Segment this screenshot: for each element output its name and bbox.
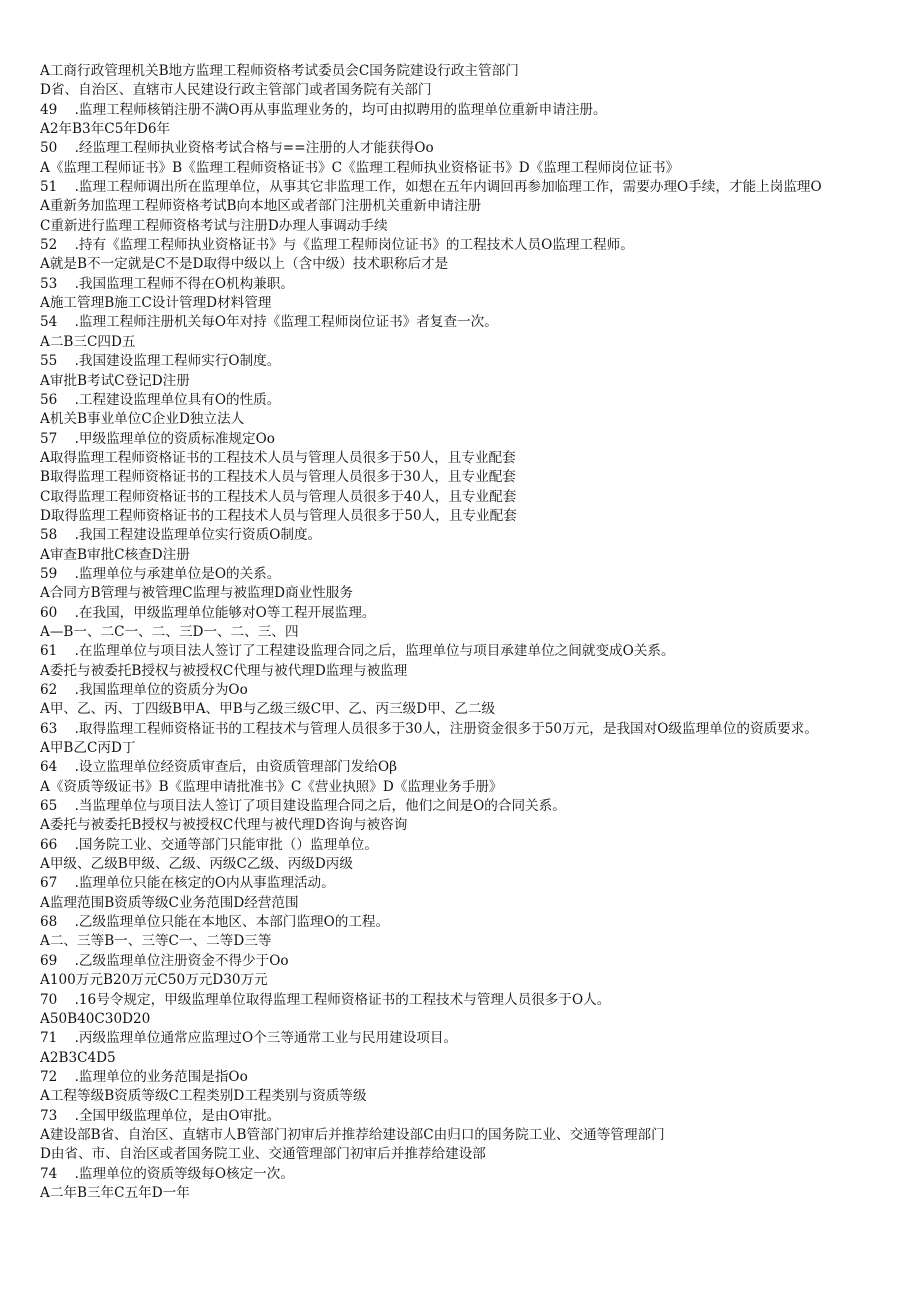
- text-line: 73 .全国甲级监理单位，是由O审批。: [40, 1107, 281, 1124]
- text-line: A机关B事业单位C企业D独立法人: [40, 411, 245, 428]
- text-line: A审查B审批C核查D注册: [40, 546, 190, 563]
- text-line: 62 .我国监理单位的资质分为Oo: [40, 682, 248, 698]
- text-line: 68 .乙级监理单位只能在本地区、本部门监理O的工程。: [40, 914, 390, 931]
- text-line: A100万元B20万元C50万元D30万元: [40, 972, 268, 989]
- text-line: A工商行政管理机关B地方监理工程师资格考试委员会C国务院建设行政主管部门: [40, 63, 519, 79]
- text-line: C重新进行监理工程师资格考试与注册D办理人事调动手续: [40, 217, 388, 234]
- text-line: 50 .经监理工程师执业资格考试合格与==注册的人才能获得Oo: [40, 140, 434, 157]
- text-line: A监理范围B资质等级C业务范围D经营范围: [40, 894, 299, 911]
- text-line: 70 .16号令规定，甲级监理单位取得监理工程师资格证书的工程技术与管理人员很多于O人。: [40, 991, 611, 1008]
- text-line: A二年B三年C五年D一年: [40, 1184, 190, 1201]
- text-line: D由省、市、自治区或者国务院工业、交通管理部门初审后并推荐给建设部: [40, 1146, 486, 1163]
- text-line: A重新务加监理工程师资格考试B向本地区或者部门注册机关重新申请注册: [40, 198, 482, 215]
- text-line: 74 .监理单位的资质等级每O核定一次。: [40, 1165, 294, 1182]
- text-line: D省、自治区、直辖市人民建设行政主管部门或者国务院有关部门: [40, 82, 432, 99]
- text-line: 59 .监理单位与承建单位是O的关系。: [40, 565, 281, 582]
- text-line: 64 .设立监理单位经资质审查后，由资质管理部门发给Oβ: [40, 759, 397, 776]
- text-line: 55 .我国建设监理工程师实行O制度。: [40, 353, 281, 370]
- text-line: 49 .监理工程师核销注册不满O再从事监理业务的，均可由拟聘用的监理单位重新申请注册。: [40, 101, 607, 118]
- text-line: B取得监理工程师资格证书的工程技术人员与管理人员很多于30人，且专业配套: [40, 469, 516, 486]
- text-line: A委托与被委托B授权与被授权C代理与被代理D监理与被监理: [40, 662, 408, 679]
- text-line: 57 .甲级监理单位的资质标准规定Oo: [40, 430, 275, 447]
- text-line: A二B三C四D五: [40, 333, 136, 350]
- text-line: A甲、乙、丙、丁四级B甲A、甲B与乙级三级C甲、乙、丙三级D甲、乙二级: [40, 701, 496, 718]
- text-line: A《资质等级证书》B《监理申请批准书》C《营业执照》D《监理业务手册》: [40, 778, 503, 795]
- text-line: 69 .乙级监理单位注册资金不得少于Oo: [40, 952, 289, 969]
- text-line: 61 .在监理单位与项目法人签订了工程建设监理合同之后，监理单位与项目承建单位之间就变成O关系。: [40, 643, 675, 660]
- text-line: A50B40C30D20: [40, 1010, 151, 1027]
- text-line: 63 .取得监理工程师资格证书的工程技术与管理人员很多于30人，注册资金很多于50万元，是我国对O级监理单位的资质要求。: [40, 720, 818, 737]
- text-line: A甲级、乙级B甲级、乙级、丙级C乙级、丙级D丙级: [40, 856, 353, 873]
- text-line: 54 .监理工程师注册机关每O年对持《监理工程师岗位证书》者复查一次。: [40, 314, 498, 331]
- text-line: A合同方B管理与被管理C监理与被监理D商业性服务: [40, 585, 353, 602]
- text-line: 51 .监理工程师调出所在监理单位，从事其它非监理工作，如想在五年内调回再参加临理工作，需要办理O手续，才能上岗监理O: [40, 179, 822, 196]
- text-line: A《监理工程师证书》B《监理工程师资格证书》C《监理工程师执业资格证书》D《监理工程师岗位证书》: [40, 159, 680, 176]
- text-line: A—B一、二C一、二、三D一、二、三、四: [40, 623, 299, 640]
- text-line: 67 .监理单位只能在核定的O内从事监理活动。: [40, 875, 335, 892]
- text-line: 58 .我国工程建设监理单位实行资质O制度。: [40, 527, 322, 544]
- text-line: A建设部B省、自治区、直辖市人B管部门初审后并推荐给建设部C由归口的国务院工业、交通等管理部门: [40, 1126, 665, 1143]
- text-line: A工程等级B资质等级C工程类别D工程类别与资质等级: [40, 1088, 367, 1105]
- text-line: 53 .我国监理工程师不得在O机构兼职。: [40, 275, 294, 292]
- text-line: A2年B3年C5年D6年: [40, 121, 171, 138]
- text-line: D取得监理工程师资格证书的工程技术人员与管理人员很多于50人，且专业配套: [40, 507, 517, 524]
- text-line: 56 .工程建设监理单位具有O的性质。: [40, 391, 281, 408]
- text-line: 60 .在我国，甲级监理单位能够对O等工程开展监理。: [40, 604, 376, 621]
- text-line: A取得监理工程师资格证书的工程技术人员与管理人员很多于50人，且专业配套: [40, 449, 516, 466]
- text-line: A施工管理B施工C设计管理D材料管理: [40, 295, 272, 312]
- text-line: A委托与被委托B授权与被授权C代理与被代理D咨询与被咨询: [40, 817, 408, 834]
- text-line: 72 .监理单位的业务范围是指Oo: [40, 1068, 248, 1085]
- text-line: 66 .国务院工业、交通等部门只能审批（）监理单位。: [40, 836, 378, 853]
- text-line: A审批B考试C登记D注册: [40, 372, 190, 389]
- text-line: A二、三等B一、三等C一、二等D三等: [40, 933, 272, 950]
- text-line: A甲B乙C丙D丁: [40, 740, 136, 757]
- text-line: 71 .丙级监理单位通常应监理过O个三等通常工业与民用建设项目。: [40, 1030, 458, 1047]
- text-line: 52 .持有《监理工程师执业资格证书》与《监理工程师岗位证书》的工程技术人员O监理工程师。: [40, 237, 634, 254]
- text-line: A就是B不一定就是C不是D取得中级以上（含中级）技术职称后才是: [40, 256, 449, 273]
- text-line: C取得监理工程师资格证书的工程技术人员与管理人员很多于40人，且专业配套: [40, 488, 517, 505]
- text-line: A2B3C4D5: [40, 1049, 116, 1066]
- text-line: 65 .当监理单位与项目法人签订了项目建设监理合同之后，他们之间是O的合同关系。: [40, 798, 566, 815]
